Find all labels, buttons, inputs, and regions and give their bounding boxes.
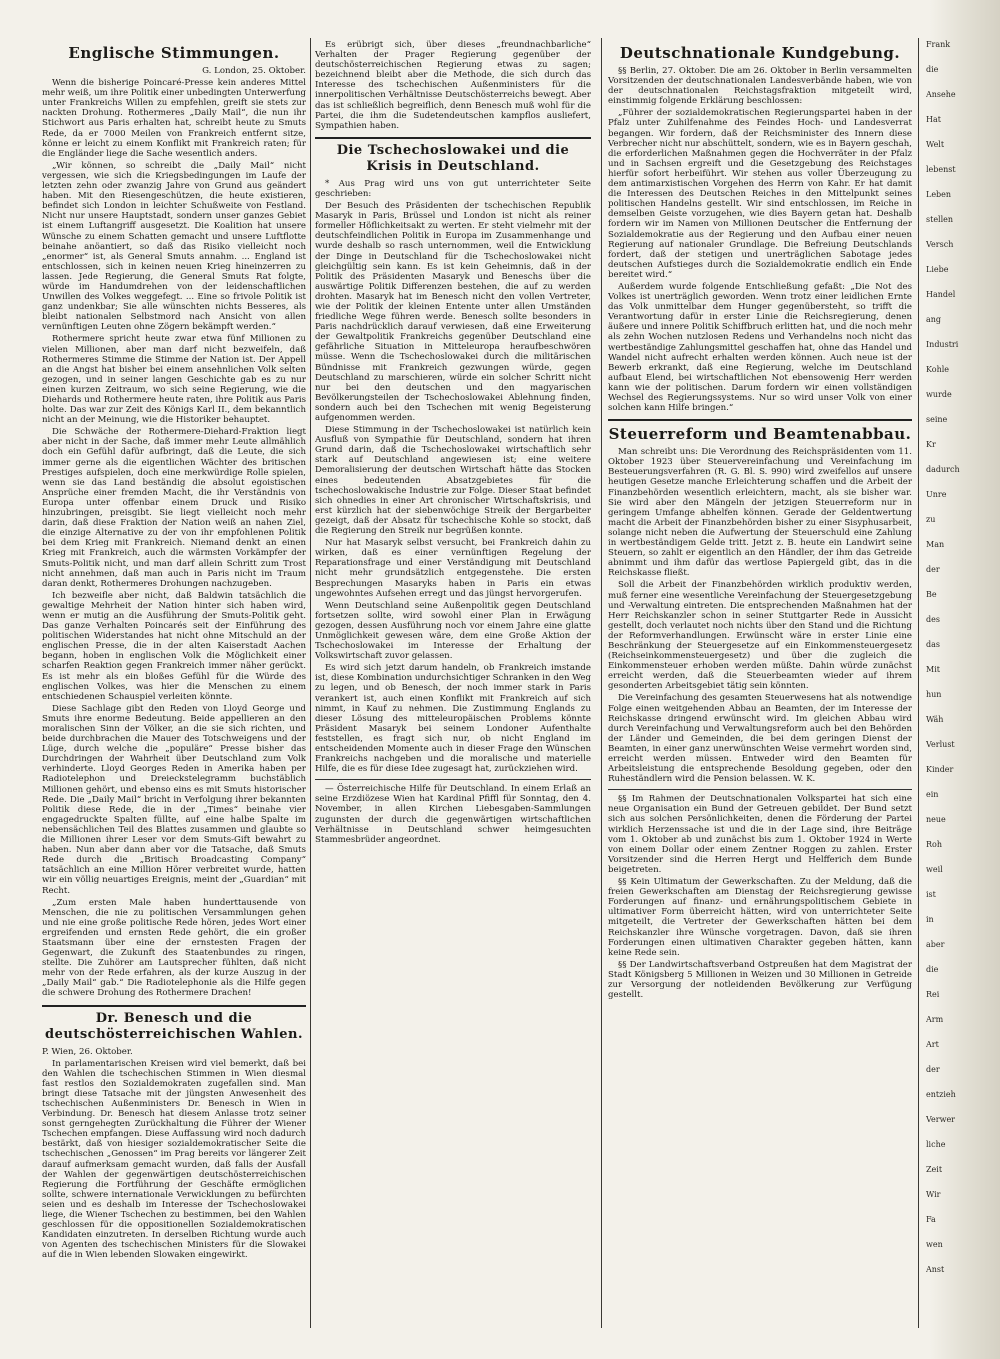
cutoff-text-fragment: Wäh (926, 715, 944, 724)
column-rule (918, 38, 919, 1328)
article-deutschnationale-kundgebung (608, 44, 912, 413)
article-paragraph: „Zum ersten Male haben hunderttausende von Menschen, die nie zu politischen Versammlungen gehen und nie eine große politische Rede hören, jedes Wort einer ergreifenden und ernsten Rede gehört, die ein großer Staatsmann über eine der ernstesten Fragen der Gegenwart, die Zukunft des Staatenbundes zu ringen, stellte. Die Zuhörer am Lautsprecher fühlten, daß nicht mehr von der Rede erfahren, als der kurze Auszug in der „Daily Mail“ gab.“ Die Radiotelephonie als die Hilfe gegen die schwere Drohung des Rothermere Drachen! (42, 897, 306, 999)
article-paragraph: Nur hat Masaryk selbst versucht, bei Frankreich dahin zu wirken, daß es einer vernünftigen Regelung der Reparationsfrage und einer Verständigung mit Deutschland nicht mehr grundsätzlich entgegenstehe. Die ersten Besprechungen Masaryks haben in Paris ein etwas ungewohntes Aufsehen erregt und das jüngst hervorgerufen. (315, 538, 591, 599)
article-paragraph: Die Schwäche der Rothermere-Diehard-Fraktion liegt aber nicht in der Sache, daß immer mehr Leute allmählich doch ein Gefühl dafür aufbringt, daß die Leute, die sich immer gerne als die eigentlichen Wächter des britischen Prestiges aufspielen, doch eine merkwürdige Rolle spielen, wenn sie das Land beständig die absolut egoistischen Ansprüche einer fremden Macht, die ihr Verständnis von Europa unter offenbar einem Druck und Risiko hinzubringen, preisgibt. Sie liegt vielleicht noch mehr darin, daß diese Fraktion der Nation weiß an nahen Ziel, die einzige Alternative zu der von ihr empfohlenen Politik bei dem Krieg mit Frankreich. Niemand denkt an einen Krieg mit Frankreich, auch die wärmsten Vorkämpfer der Smuts-Politik nicht, und man darf allein Schritt zum Trost nicht annehmen, daß man auch in Paris nicht im Traum daran denkt, Rothermeres Drohungen nachzugeben. (42, 427, 306, 589)
cutoff-text-fragment: ist (926, 890, 936, 899)
cutoff-text-fragment: Wir (926, 1190, 941, 1199)
article-paragraph: Man schreibt uns: Die Verordnung des Reichspräsidenten vom 11. Oktober 1923 über Steuervereinfachung und Vereinfachung im Besteuerungsverfahren (R. G. Bl. S. 990) wird zweifellos auf unsere heutigen Gesetze manche Erleichterung schaffen und die Arbeit der Finanzbehörden wesentlich erleichtern, macht, als sie bisher war. Sie wird aber den Mängeln der jetzigen Steuerreform nur in geringem Umfange abhelfen können. Gerade der Geldentwertung macht die Arbeit der Finanzbehörden bisher zu einer Sisyphusarbeit, solange nicht neben die Aufwertung der Steuerschuld eine Zahlung in wertbeständigem Gelde tritt. Jetzt z. B. heute ein Landwirt seine Steuern, so zahlt er eigentlich an den Händler, der ihm das Getreide abnimmt und ihm dafür das wertlose Papiergeld gibt, das in die Reichskasse fließt. (608, 447, 912, 579)
cutoff-text-fragment: Liebe (926, 265, 949, 274)
cutoff-text-fragment: lebenst (926, 165, 956, 174)
cutoff-text-fragment: Kohle (926, 365, 950, 374)
article-dateline: P. Wien, 26. Oktober. (42, 1046, 133, 1057)
news-note: — Österreichische Hilfe für Deutschland. In einem Erlaß an seine Erzdiözese Wien hat Kardinal Pfiffl für Sonntag, den 4. November, in allen Kirchen Liebesgaben-Sammlungen zugunsten der durch die gegenwärtigen wirtschaftlichen Verhältnisse in Deutschland schwer heimgesuchten Stammesbrüder angeordnet. (315, 784, 591, 845)
article-paragraph: Ich bezweifle aber nicht, daß Baldwin tatsächlich die gewaltige Mehrheit der Nation hinter sich haben wird, wenn er mutig an die Ausführung der Smuts-Politik geht. Das ganze Verhalten Poincarés seit der Einführung des politischen Widerstandes hat nicht ohne Mitschuld an der englischen Presse, die in der alten Kaiserstadt Aachen begann, hoben in englischen Volk die Möglichkeit einer scharfen Reaktion gegen Frankreich immer näher gerückt. Es ist mehr als ein bloßes Gefühl für die Würde des englischen Volkes, was hier die Menschen zu einem entschiedenen Schauspiel verleiten könnte. (42, 590, 306, 702)
cutoff-text-fragment: entzieh (926, 1090, 956, 1099)
article-paragraph: Es erübrigt sich, über dieses „freundnachbarliche“ Verhalten der Prager Regierung gegenüber der deutschösterreichischen Regierung etwas zu sagen; bezeichnend bleibt aber die Methode, die sich durch das Interesse des tschechischen Außenministers für die innerpolitischen Verhältnisse Deutschösterreichs bewegt. Aber das ist schließlich begreiflich, denn Benesch muß wohl für die Partei, die ihm die Sudetendeutschen kampflos ausliefert, Sympathien haben. (315, 40, 591, 131)
article-tschechoslowakei-krisis (315, 143, 591, 774)
cutoff-text-fragment: Fa (926, 1215, 936, 1224)
cutoff-text-fragment: Unre (926, 490, 947, 499)
cutoff-text-fragment: ein (926, 790, 939, 799)
cutoff-text-fragment: Rei (926, 990, 940, 999)
cutoff-text-fragment: Frank (926, 40, 951, 49)
cutoff-text-fragment: in (926, 915, 934, 924)
cutoff-text-fragment: Ansehe (926, 90, 956, 99)
cutoff-text-fragment: Mit (926, 665, 940, 674)
cutoff-text-fragment: wurde (926, 390, 952, 399)
article-paragraph: In parlamentarischen Kreisen wird viel bemerkt, daß bei den Wahlen die tschechischen Stimmen in Wien diesmal fast restlos den Sozialdemokraten zugefallen sind. Man bringt diese Tatsache mit der jüngsten Anwesenheit des tschechischen Außenministers Dr. Benesch in Wien in Verbindung. Dr. Benesch hat diesem Anlasse trotz seiner sonst gerngehegten Zurückhaltung die Führer der Wiener Tschechen empfangen. Diese Auffassung wird noch dadurch bestärkt, daß von hiesiger sozialdemokratischer Seite die tschechischen „Genossen“ im Prag bereits vor längerer Zeit darauf aufmerksam gemacht wurden, daß falls der Ausfall der Wahlen der gegenwärtigen deutschösterreichischen Regierung die Fortführung der Geschäfte ermöglichen sollte, schwere internationale Verwicklungen zu befürchten seien und es deshalb im Interesse der Tschechoslowakei liege, die Wiener Tschechen zu bestimmen, bei den Wahlen geschlossen für die oppositionellen Sozialdemokratischen Kandidaten einzutreten. In derselben Richtung wurde auch von Agenten des tschechischen Ministers für die Slowakei auf die in Wien lebenden Slowaken eingewirkt. (42, 1058, 306, 1261)
column-rule (310, 38, 311, 1328)
article-separator (42, 1005, 306, 1007)
article-paragraph: Diese Stimmung in der Tschechoslowakei ist natürlich kein Ausfluß von Sympathie für Deutschland, sondern hat ihren Grund darin, daß die Tschechoslowakei wirtschaftlich sehr stark auf Deutschland angewiesen ist; eine weitere Demoralisierung der deutschen Wirtschaft hätte das Stocken eines bedeutenden Absatzgebietes für die tschechoslowakische Industrie zur Folge. Dieser Staat befindet sich ohnedies in einer Art chronischer Wirtschaftskrisis, und erst kürzlich hat der siebenwöchige Streik der Bergarbeiter gezeigt, daß der Absatz für tschechische Kohle so stockt, daß die Regierung den Streik nur begrüßen konnte. (315, 425, 591, 537)
cutoff-text-fragment: Handel (926, 290, 956, 299)
news-note: §§ Kein Ultimatum der Gewerkschaften. Zu der Meldung, daß die freien Gewerkschaften am Dienstag der Reichsregierung gewisse Forderungen auf finanz- und ernährungspolitischem Gebiete in ultimativer Form überreicht hätten, wird von unterrichteter Seite mitgeteilt, die Vertreter der Gewerkschaften hätten bei dem Reichskanzler ihre Wünsche vorgetragen. Davon, daß sie ihren Forderungen einen ultimativen Charakter gegeben hätten, kann keine Rede sein. (608, 877, 912, 958)
article-separator (608, 419, 912, 421)
cutoff-text-fragment: die (926, 965, 939, 974)
cutoff-text-fragment: dadurch (926, 465, 960, 474)
article-separator (608, 789, 912, 790)
article-intro: * Aus Prag wird uns von gut unterrichteter Seite geschrieben: (315, 178, 591, 199)
cutoff-text-fragment: Verlust (926, 740, 955, 749)
cutoff-text-fragment: Verwer (926, 1115, 956, 1124)
cutoff-text-fragment: Zeit (926, 1165, 943, 1174)
cutoff-text-fragment: Art (926, 1040, 939, 1049)
cutoff-text-fragment: hun (926, 690, 942, 699)
article-englische-stimmungen (42, 44, 306, 999)
article-separator (315, 137, 591, 139)
cutoff-text-fragment: Kinder (926, 765, 954, 774)
article-paragraph: „Wir können, so schreibt die „Daily Mail“ nicht vergessen, wie sich die Kriegsbedingungen im Laufe der letzten zehn oder zwanzig Jahre von Grund aus geändert haben. Mit den Riesengeschützen, die heute existieren, befindet sich London in leichter Schußweite von Festland. Nicht nur unsere Hauptstadt, sondern unser ganzes Gebiet ist einem Luftangriff ausgesetzt. Die Koalition hat unsere Wünsche zu einem Schatten gemacht und unsere Luftflotte beinahe anöantiert, so daß das Risiko vielleicht noch „enormer“ ist, als General Smuts annahm. ... England ist entschlossen, sich in keinen neuen Krieg hineinzerren zu lassen. Jede Regierung, die General Smuts Rat folgte, würde im Handumdrehen von der leidenschaftlichen Unwillen des Volkes weggefegt. ... Eine so frivole Politik ist ganz undenkbar; Sie alle wünschten nichts Besseres, als bleibt nationalen Selbstmord nach Ansicht von allen vernünftigen Leuten ohne Zögern bekämpft werden.“ (42, 160, 306, 333)
cutoff-text-fragment: liche (926, 1140, 946, 1149)
article-title: Die Tschechoslowakei und die Krisis in Deutschland. (336, 142, 570, 174)
cutoff-text-fragment: wen (926, 1240, 943, 1249)
cutoff-text-fragment: Anst (926, 1265, 945, 1274)
article-benesch-wahlen (42, 1011, 306, 1261)
article-title: Englische Stimmungen. (68, 44, 280, 62)
cutoff-text-fragment: das (926, 640, 940, 649)
article-steuerreform (608, 425, 912, 784)
cutoff-text-fragment: der (926, 1065, 940, 1074)
cutoff-text-fragment: Be (926, 590, 937, 599)
column-rule (601, 38, 602, 1328)
article-title: Deutschnationale Kundgebung. (619, 44, 901, 62)
article-paragraph: Der Besuch des Präsidenten der tschechischen Republik Masaryk in Paris, Brüssel und London ist nicht als reiner formeller Höflichkeitsakt zu werten. Er steht vielmehr mit der deutschfeindlichen Politik in Europa im Zusammenhange und wurde deshalb so rasch unternommen, weil die Entwicklung der Dinge in Deutschland für die Tschechoslowakei nicht gleichgültig sein kann. Es ist kein Geheimnis, daß in der Politik des Präsidenten Masaryk und Beneschs über die auswärtige Politik Differenzen bestehen, die auf zu werden drohten. Masaryk hat im Benesch nicht den vollen Vertreter, wie der Politik der kleinen Entente unter allen Umständen friedliche Wege führen werde. Benesch sollte besonders in Paris nachdrücklich darauf verwiesen, daß eine Erweiterung der Gewaltpolitik Frankreichs gegenüber Deutschland eine gefährliche Situation in Mitteleuropa heraufbeschwören müsse. Wenn die Tschechoslowakei durch die militärischen Bündnisse mit Frankreich gezwungen würde, gegen Deutschland zu marschieren, würde ein solcher Schritt nicht nur bei den deutschen und den magyarischen Bevölkerungsteilen der Tschechoslowakei Ablehnung finden, sondern auch bei den Tschechen mit wenig Begeisterung aufgenommen werden. (315, 201, 591, 423)
article-paragraph: §§ Berlin, 27. Oktober. Die am 26. Oktober in Berlin versammelten Vorsitzenden der deutschnationalen Landesverbände haben, wie von der deutschnationalen Reichstagsfraktion mitgeteilt wird, einstimmig folgende Erklärung beschlossen: (608, 66, 912, 107)
cutoff-text-fragment: neue (926, 815, 946, 824)
cutoff-text-fragment: Welt (926, 140, 945, 149)
cutoff-text-fragment: aber (926, 940, 945, 949)
cutoff-column (926, 40, 988, 1325)
cutoff-text-fragment: Leben (926, 190, 952, 199)
cutoff-text-fragment: Versch (926, 240, 954, 249)
article-paragraph: Rothermere spricht heute zwar etwa fünf Millionen zu vielen Millionen, aber man darf nicht bezweifeln, daß Rothermeres Stimme die Stimme der Nation ist. Der Appell an die Angst hat bisher bei einem ansehnlichen Volk selten gezogen, und in seiner langen Geschichte gab es zu nur einen kurzen Zeitraum, wo sich seine Regierung, wie die Diehards und Rothermere heute raten, ihre Politik aus Paris holte. Das war zur Zeit des Königs Karl II., dem bekanntlich nicht an der Meinung, wie die Historiker behauptet. (42, 334, 306, 426)
cutoff-text-fragment: der (926, 565, 940, 574)
column-1 (42, 40, 306, 1325)
short-notes (608, 794, 912, 1000)
cutoff-text-fragment: Arm (926, 1015, 944, 1024)
article-dateline: G. London, 25. Oktober. (202, 66, 306, 76)
cutoff-text-fragment: weil (926, 865, 943, 874)
cutoff-text-fragment: Man (926, 540, 945, 549)
article-paragraph: Diese Sachlage gibt den Reden von Lloyd George und Smuts ihre enorme Bedeutung. Beide appellieren an den moralischen Sinn der Völker, an die sie sich richten, und beide durchbrachen die Mauer des Totschweigens und der Lüge, durch welche die „populäre“ Presse bisher das Durchdringen der Wahrheit über Deutschland zum Volk verhinderte. Lloyd Georges Reden in Amerika haben per Radiotelephon und Dreieckstelegramm buchstäblich Millionen gehört, und ebenso eins es mit Smuts historischer Rede. Die „Daily Mail“ bricht in Verfolgung ihrer bekannten Politik diese Rede, die in der „Times“ beinahe vier engagedruckte Spalten füllte, auf eine halbe Spalte im nebensächlichen Teil des Blattes zusammen und glaubte so die Millionen ihrer Leser vor dem Smuts-Gift bewahrt zu haben. Nun aber dann aber vor die Tatsache, daß Smuts Rede durch die „Britisch Broadcasting Company“ tatsächlich an eine Million Hörer verbreitet wurde, hatten wir ein völlig neuartiges Ereignis, meint der „Guardian“ mit Recht. (42, 703, 306, 896)
cutoff-text-fragment: zu (926, 515, 936, 524)
cutoff-text-fragment: die (926, 65, 939, 74)
article-paragraph: Soll die Arbeit der Finanzbehörden wirklich produktiv werden, muß ferner eine wesentliche Vereinfachung der Steuergesetzgebung und -Verwaltung eintreten. Die entsprechenden Maßnahmen hat der Herr Reichskanzler schon in seiner Stuttgarter Rede in Aussicht gestellt, doch verlautet noch nichts über den Stand und die Richtung der Reformverhandlungen. Erwünscht wäre in erster Linie eine Beschränkung der Steuergesetze auf ein Einkommensteuergesetz (Reichseinkommensteuergesetz) und über die zugleich die Einkommensteuer erhoben werden müßte. Dahin würde zunächst erreicht werden, daß die Steuerbeamten wieder auf ihrem gesonderten Arbeitsgebiet tätig sein könnten. (608, 580, 912, 692)
article-paragraph: Außerdem wurde folgende Entschließung gefaßt: „Die Not des Volkes ist unerträglich geworden. Wenn trotz einer leidlichen Ernte das Volk unmittelbar dem Hunger gegenübersteht, so trifft die Verantwortung dafür in erster Linie die Reichsregierung, denen äußere und innere Politik Schiffbruch erlitten hat, und die noch mehr als zehn Wochen nutzlosen Redens und Verhandelns noch nicht das wertbeständige Zahlungsmittel geschaffen hat, ohne das Handel und Wandel nicht aufrecht erhalten werden können. Auch neue ist der Bewerb erkrankt, daß eine Regierung, welche im Deutschland aufbaut Elend, bei wirtschaftlichen Not ebensowenig Herr werden kann wie der politischen. Darum fordern wir einen vollständigen Wechsel des Regierungssystems. Nur so wird unser Volk von einer solchen kann Hilfe bringen.“ (608, 281, 912, 414)
column-3 (608, 40, 912, 1325)
article-paragraph: Wenn die bisherige Poincaré-Presse kein anderes Mittel mehr weiß, um ihre Politik einer unbedingten Unterwerfung unter Frankreichs Willen zu empfehlen, greift sie stets zur nackten Drohung. Rothermeres „Daily Mail“, die nun ihr Stichwort aus Paris erhalten hat, schreibt heute zu Smuts Rede, da er 7000 Meilen von Frankreich entfernt sitze, könne er leicht zu einem Konflikt mit Frankreich raten; für die Engländer liege die Sache wesentlich anders. (42, 78, 306, 159)
cutoff-text-fragment: stellen (926, 215, 954, 224)
article-separator (315, 779, 591, 780)
news-note: §§ Im Rahmen der Deutschnationalen Volkspartei hat sich eine neue Organisation ein Bund der Getreuen gebildet. Der Bund setzt sich aus solchen Persönlichkeiten, denen die Förderung der Partei wirklich Herzenssache ist und die in der Lage sind, ihre Beiträge vom 1. Oktober ab und zunächst bis zum 1. Oktober 1924 in Werte von einem Dollar oder einem Zentner Roggen zu zahlen. Erster Vorsitzender sind die Herren Hergt und Helfferich dem Bunde beigetreten. (608, 794, 912, 875)
article-paragraph: Die Vereinfachung des gesamten Steuerwesens hat als notwendige Folge einen weitgehenden Abbau an Beamten, der im Interesse der Reichskasse dringend erwünscht wird. Im gleichen Abbau wird durch Vereinfachung und Verwaltungsreform auch bei den Behörden der Länder und Gemeinden, die bei dem geringen Dienst der Beamten, in einer ganz unerwünschten Weise vermehrt worden sind, erreicht werden müssen. Entweder wird den Beamten für Arbeitsleistung die entsprechende Besoldung gegeben, oder den Ruheständlern wird die Pension belassen. W. K. (608, 693, 912, 785)
cutoff-text-fragment: Industri (926, 340, 959, 349)
article-title: Steuerreform und Beamtenabbau. (608, 425, 912, 444)
column-2 (315, 40, 591, 1325)
cutoff-text-fragment: Roh (926, 840, 942, 849)
article-paragraph: Wenn Deutschland seine Außenpolitik gegen Deutschland fortsetzen sollte, wird sowohl einer Plan in Erwägung gezogen, dessen Ausführung noch vor einem Jahre eine glatte Unmöglichkeit gewesen wäre, dem eine Große Aktion der Tschechoslowakei im Interesse der Erhaltung der Volkswirtschaft zuvor gelassen. (315, 600, 591, 662)
cutoff-text-fragment: des (926, 615, 940, 624)
news-note: §§ Der Landwirtschaftsverband Ostpreußen hat dem Magistrat der Stadt Königsberg 5 Millionen in Weizen und 30 Millionen in Getreide zur Versorgung der notleidenden Bevölkerung zur Verfügung gestellt. (608, 959, 912, 1001)
cutoff-text-fragment: ang (926, 315, 942, 324)
article-paragraph: Es wird sich jetzt darum handeln, ob Frankreich imstande ist, diese Kombination undurchsichtiger Schranken in den Weg zu legen, und ob Benesch, der noch immer stark in Paris verankert ist, auch einen Konflikt mit Frankreich auf sich nimmt, in Kauf zu nehmen. Die Zustimmung Englands zu dieser Lösung des mitteleuropäischen Problems könnte Präsident Masaryk bei seinem Londoner Aufenthalte feststellen, es fragt sich nur, ob nicht England im entscheidenden Momente auch in dieser Frage den Wünschen Frankreichs nachgeben und die moralische und materielle Hilfe, die es für diese Idee zugesagt hat, zurückziehen wird. (315, 663, 591, 775)
cutoff-text-fragment: Hat (926, 115, 941, 124)
cutoff-text-fragment: seine (926, 415, 948, 424)
article-title: Dr. Benesch und die deutschösterreichischen Wahlen. (45, 1010, 303, 1042)
article-paragraph: „Führer der sozialdemokratischen Regierungspartei haben in der Pfalz unter Zuhilfenahme des Feindes Hoch- und Landesverrat begangen. Wir fordern, daß der Reichsminister des Innern diese Verbrecher nicht nur abschüttelt, sondern, wie es in Bayern geschah, die erforderlichen Maßnahmen gegen die Hochverräter in der Pfalz und in Sachsen ergreift und die Gesetzgebung des Reichstages hierfür sofort herbeiführt. Wir stehen aus voller Überzeugung zu dem antimarxistischen Vorgehen des Herrn von Kahr. Er hat damit die Interessen des Deutschen Reiches in den Mittelpunkt seines politischen Handelns gestellt. Wir sind entschlossen, im Reiche in demselben Geiste vorzugehen, wie dies Bayern getan hat. Deshalb fordern wir im Namen von Millionen Deutscher die Entfernung der Sozialdemokratie aus der Regierung und den Aufbau einer neuen Regierung auf nationaler Grundlage. Die Befreiung Deutschlands fordert, daß der stetigen und unerträglichen Sabotage jedes deutschen Aufstieges durch die Sozialdemokratie endlich ein Ende bereitet wird.“ (608, 108, 912, 280)
cutoff-text-fragment: Kr (926, 440, 936, 449)
